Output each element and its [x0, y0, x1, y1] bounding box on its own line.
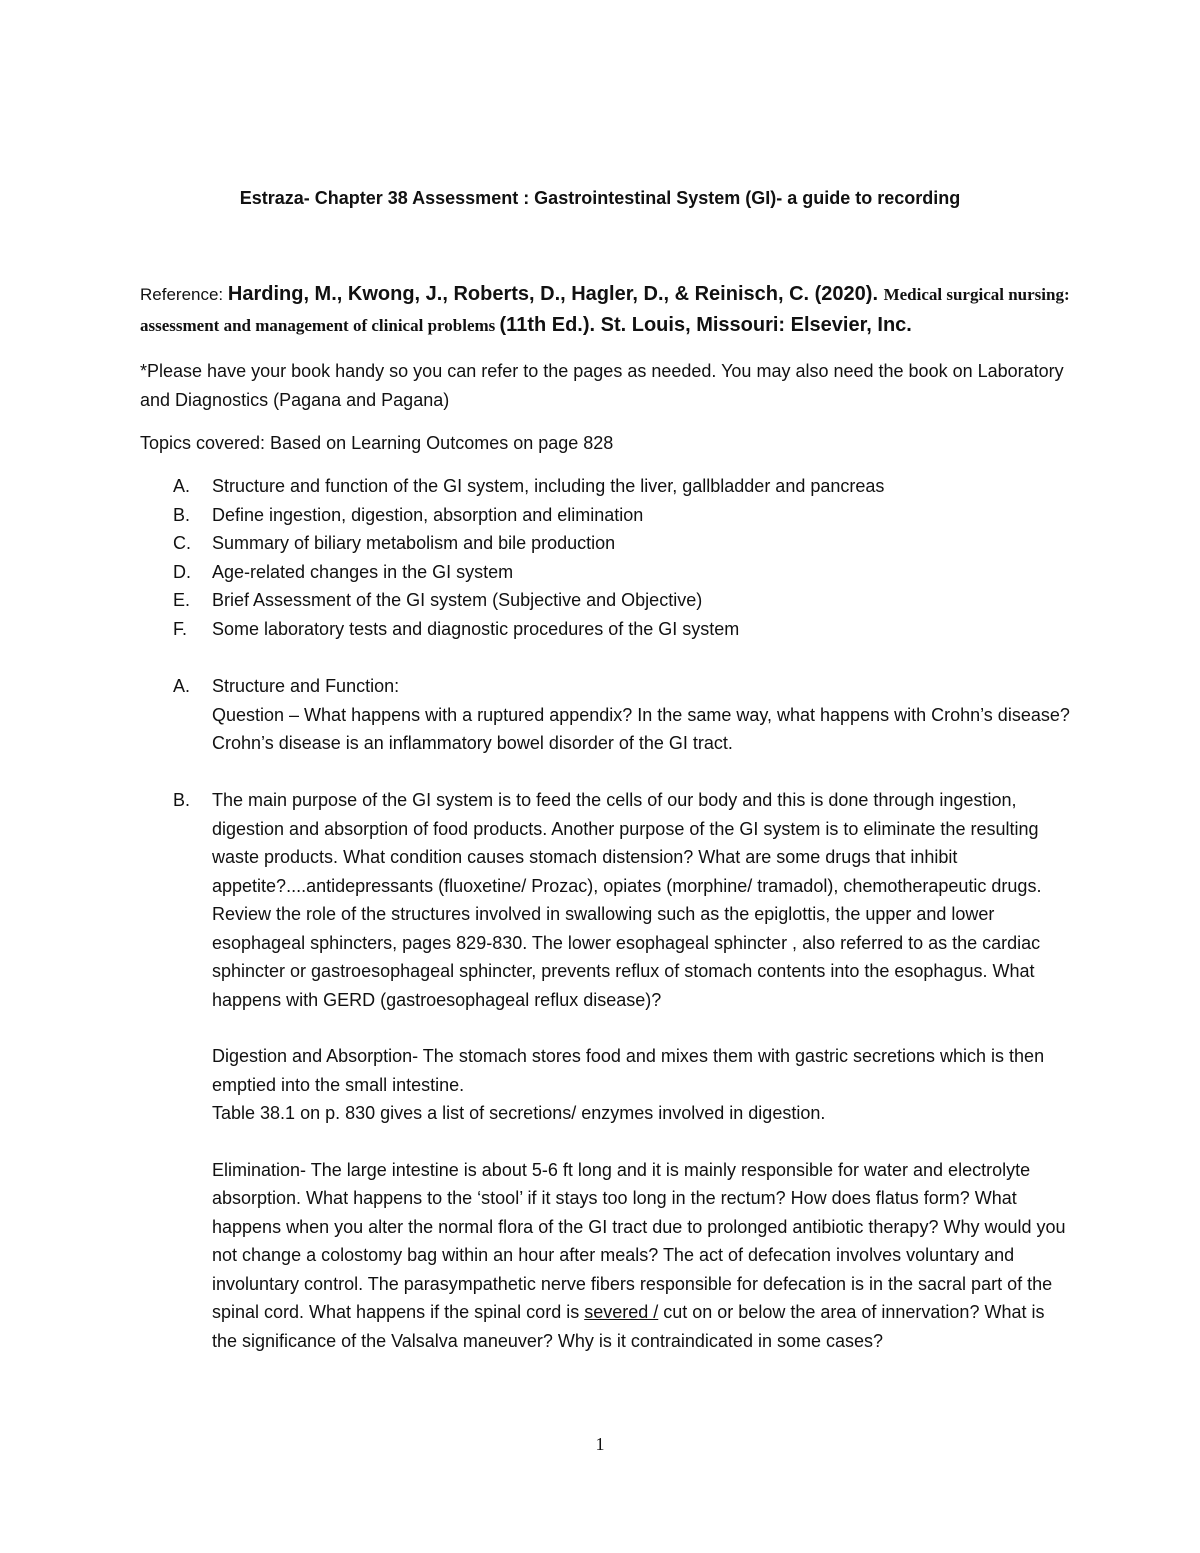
book-note: *Please have your book handy so you can refer to the pages as needed. You may also need the book on Laboratory and Diagnostics (Pagana and Pagana) [140, 361, 1064, 410]
section-a-heading: Structure and Function: [212, 676, 400, 696]
elimination-underlined-text: severed / [584, 1302, 659, 1322]
section-b-swallowing-paragraph: Review the role of the structures involved in swallowing such as the epiglottis, the upper and lower esophageal sphincters, pages 829-830. The lower esophageal sphincter , also referred to as the cardiac sphincter or gastroesophageal sphincter, prevents reflux of stomach contents into the esophagus. What happens with GERD (gastroesophageal reflux disease)? [212, 904, 1041, 1010]
topic-text: Brief Assessment of the GI system (Subjective and Objective) [212, 590, 703, 610]
topics-list [140, 472, 1070, 643]
section-b-marker: B. [173, 790, 191, 810]
section-a-marker: A. [173, 676, 191, 696]
topic-item [140, 472, 1070, 501]
topic-text: Summary of biliary metabolism and bile production [212, 533, 616, 553]
paragraph-spacer [212, 1128, 1070, 1156]
reference-authors: Harding, M., Kwong, J., Roberts, D., Hagler, D., & Reinisch, C. (2020). [227, 283, 884, 305]
topic-marker: C. [173, 533, 191, 553]
topics-intro: Topics covered: Based on Learning Outcomes on page 828 [140, 433, 614, 453]
elimination-text-end: cut on or below the area of innervation? What is the significance of the Valsalva maneuver? Why is it contraindicated in some cases? [212, 1302, 1045, 1351]
topic-marker: A. [173, 476, 191, 496]
section-b-digestion-paragraph: Digestion and Absorption- The stomach stores food and mixes them with gastric secretions which is then emptied into the small intestine. [212, 1046, 1045, 1095]
reference-edition-publisher: (11th Ed.). St. Louis, Missouri: Elsevier, Inc. [499, 314, 912, 336]
topic-marker: F. [173, 618, 188, 639]
section-a [140, 672, 1070, 758]
page-number: 1 [595, 1434, 605, 1454]
section-b [140, 786, 1070, 1355]
reference-label: Reference: [140, 285, 228, 304]
section-b-item [140, 786, 1070, 1355]
topic-item [140, 558, 1070, 587]
topic-item [140, 529, 1070, 558]
section-b-table-reference: Table 38.1 on p. 830 gives a list of secretions/ enzymes involved in digestion. [212, 1103, 826, 1123]
topic-item [140, 615, 1070, 644]
topic-text: Define ingestion, digestion, absorption and elimination [212, 504, 644, 525]
elimination-text-start: Elimination- The large intestine is about 5-6 ft long and it is mainly responsible for water and electrolyte absorption. What happens to the ‘stool’ if it stays too long in the rectum? How does flatus form? What happens when you alter the normal flora of the GI tract due to prolonged antibiotic therapy? Why would you not change a colostomy bag within an hour after meals? The act of defecation involves voluntary and involuntary control. The parasympathetic nerve fibers responsible for defecation is in the sacral part of the spinal cord. What happens if the spinal cord is [212, 1159, 1066, 1322]
topic-item [140, 501, 1070, 530]
topic-item [140, 586, 1070, 615]
topic-marker: E. [173, 590, 191, 610]
reference-citation [140, 279, 1070, 341]
topic-text: Some laboratory tests and diagnostic procedures of the GI system [212, 618, 740, 639]
topic-text: Structure and function of the GI system, including the liver, gallbladder and pancreas [212, 476, 885, 496]
topic-marker: D. [173, 561, 191, 582]
paragraph-spacer [212, 1014, 1070, 1042]
document-title: Estraza- Chapter 38 Assessment : Gastrointestinal System (GI)- a guide to recording [239, 188, 961, 208]
section-a-item [140, 672, 1070, 758]
section-b-purpose-paragraph: The main purpose of the GI system is to feed the cells of our body and this is done through ingestion, digestion and absorption of food products. Another purpose of the GI system is to eliminate the resulting waste products. What condition causes stomach distension? What are some drugs that inhibit appetite?....antidepressants (fluoxetine/ Prozac), opiates (morphine/ tramadol), chemotherapeutic drugs. [212, 790, 1042, 896]
section-a-question: Question – What happens with a ruptured appendix? In the same way, what happens with Crohn’s disease? Crohn’s disease is an inflammatory bowel disorder of the GI tract. [212, 704, 1070, 753]
topic-text: Age-related changes in the GI system [212, 561, 514, 582]
reference-book-title: Medical surgical nursing: assessment and management of clinical problems [140, 285, 1070, 335]
topic-marker: B. [173, 504, 191, 525]
section-b-elimination-paragraph [212, 1156, 1070, 1356]
